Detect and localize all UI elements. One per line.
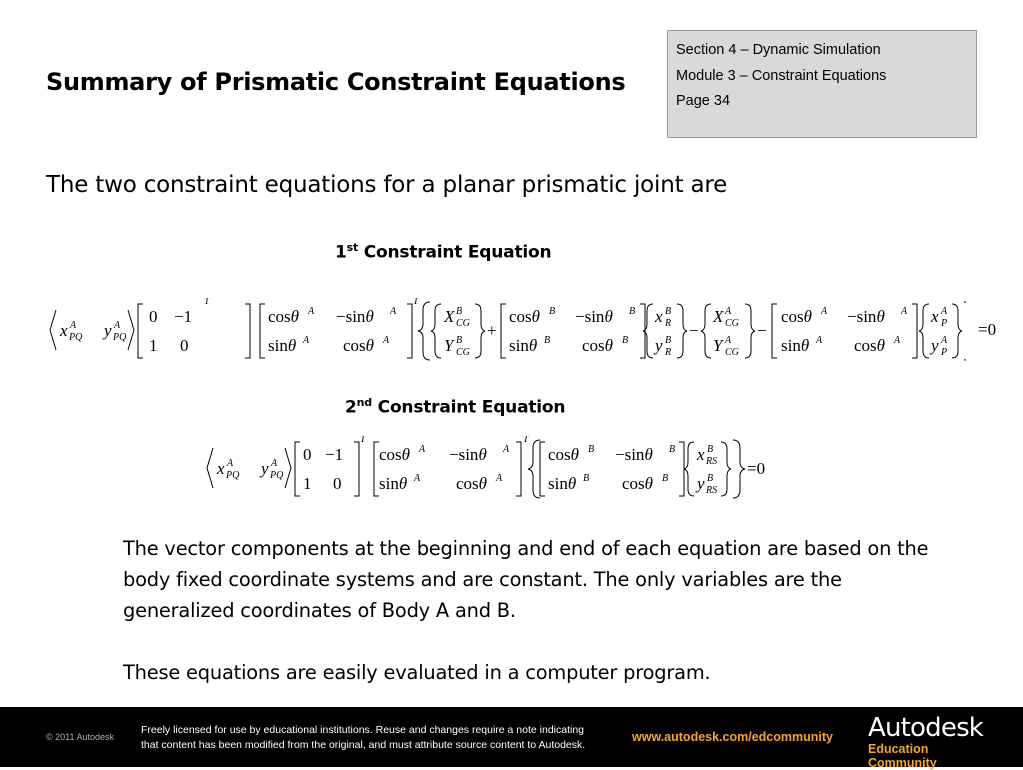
page-number: Page 34: [676, 93, 731, 109]
svg-text:sinθ: sinθ: [509, 336, 538, 355]
svg-text:−: −: [689, 321, 699, 340]
svg-text:0: 0: [333, 474, 342, 493]
svg-text:B: B: [629, 306, 636, 317]
svg-text:−1: −1: [325, 445, 344, 464]
svg-text:A: A: [503, 444, 510, 455]
svg-text:A: A: [941, 335, 948, 346]
svg-text:B: B: [544, 335, 551, 346]
svg-text:B: B: [707, 444, 714, 455]
explanation-text: [123, 533, 953, 688]
svg-text:A: A: [227, 458, 234, 469]
svg-text:A: A: [941, 306, 948, 317]
svg-text:cosθ: cosθ: [622, 474, 654, 493]
svg-text:T: T: [523, 436, 529, 445]
svg-text:Y: Y: [713, 336, 723, 355]
svg-text:R: R: [665, 318, 672, 329]
svg-text:cosθ: cosθ: [456, 474, 488, 493]
svg-text:x: x: [697, 445, 705, 464]
svg-text:A: A: [901, 306, 908, 317]
license-text: Freely licensed for use by educational institutions. Reuse and changes require a note indicating that content has been modified from the original, and must attribute source content to Autodesk.: [141, 724, 586, 751]
svg-text:cosθ: cosθ: [268, 307, 300, 326]
svg-text:−: −: [757, 321, 767, 340]
svg-text:cosθ: cosθ: [343, 336, 375, 355]
svg-text:x: x: [655, 307, 663, 326]
svg-text:A: A: [816, 335, 823, 346]
intro-text: The two constraint equations for a planar prismatic joint are: [46, 172, 728, 198]
svg-text:RS: RS: [706, 456, 718, 467]
svg-text:sinθ: sinθ: [781, 336, 810, 355]
equation-1: [46, 298, 966, 364]
svg-text:B: B: [622, 335, 629, 346]
svg-text:y: y: [931, 336, 939, 355]
svg-text:A: A: [821, 306, 828, 317]
svg-text:−sinθ: −sinθ: [615, 445, 653, 464]
svg-text:1: 1: [303, 474, 312, 493]
svg-text:cosθ: cosθ: [509, 307, 541, 326]
paragraph-constant-components: The vector components at the beginning and end of each equation are based on the body fixed coordinate systems and are constant. The only variables are the generalized coordinates of Body A and B.: [123, 537, 929, 622]
svg-text:0: 0: [303, 445, 312, 464]
equation-2-label: 2nd Constraint Equation: [345, 396, 566, 418]
svg-text:P: P: [941, 318, 948, 329]
svg-text:B: B: [456, 306, 463, 317]
svg-text:X: X: [713, 307, 724, 326]
svg-text:cosθ: cosθ: [781, 307, 813, 326]
equation-1-label: 1st Constraint Equation: [335, 241, 552, 263]
svg-text:A: A: [114, 320, 121, 331]
svg-text:A: A: [390, 306, 397, 317]
svg-text:B: B: [588, 444, 595, 455]
svg-text:y: y: [104, 321, 112, 340]
paragraph-computer-program: These equations are easily evaluated in a computer program.: [123, 661, 711, 684]
svg-text:y: y: [261, 459, 269, 478]
section-info-box: [667, 30, 977, 138]
svg-text:−sinθ: −sinθ: [847, 307, 885, 326]
footer-bar: [0, 707, 1023, 770]
svg-text:T: T: [360, 436, 366, 445]
svg-text:PQ: PQ: [226, 470, 240, 481]
svg-text:cosθ: cosθ: [854, 336, 886, 355]
svg-text:A: A: [894, 335, 901, 346]
svg-text:P: P: [941, 347, 948, 358]
svg-text:A: A: [725, 335, 732, 346]
svg-text:PQ: PQ: [113, 332, 127, 343]
svg-text:CG: CG: [725, 347, 739, 358]
svg-text:+: +: [487, 321, 497, 340]
svg-text:A: A: [271, 458, 278, 469]
svg-text:B: B: [665, 335, 672, 346]
svg-text:y: y: [697, 474, 705, 493]
svg-text:=0: =0: [747, 459, 766, 478]
svg-text:T: T: [413, 298, 419, 307]
svg-text:0: 0: [149, 307, 158, 326]
svg-text:−sinθ: −sinθ: [449, 445, 487, 464]
svg-text:PQ: PQ: [270, 470, 284, 481]
svg-text:Y: Y: [444, 336, 454, 355]
svg-text:sinθ: sinθ: [268, 336, 297, 355]
svg-text:CG: CG: [725, 318, 739, 329]
community-link[interactable]: www.autodesk.com/edcommunity: [632, 730, 833, 744]
svg-text:CG: CG: [456, 318, 470, 329]
svg-text:B: B: [669, 444, 676, 455]
svg-text:x: x: [931, 307, 939, 326]
svg-text:cosθ: cosθ: [548, 445, 580, 464]
svg-text:A: A: [308, 306, 315, 317]
svg-text:sinθ: sinθ: [379, 474, 408, 493]
equation-2: [203, 436, 783, 502]
svg-text:T: T: [204, 298, 210, 307]
svg-text:RS: RS: [706, 485, 718, 496]
svg-text:cosθ: cosθ: [379, 445, 411, 464]
section-label: Section 4 – Dynamic Simulation: [676, 42, 881, 58]
autodesk-logo: Autodesk Education Community: [868, 713, 984, 770]
svg-text:B: B: [549, 306, 556, 317]
svg-text:0: 0: [180, 336, 189, 355]
svg-text:−1: −1: [174, 307, 193, 326]
svg-text:−sinθ: −sinθ: [575, 307, 613, 326]
svg-text:A: A: [725, 306, 732, 317]
svg-text:y: y: [655, 336, 663, 355]
svg-text:B: B: [665, 306, 672, 317]
svg-text:A: A: [419, 444, 426, 455]
equation-1-result: =0: [978, 320, 997, 339]
svg-text:B: B: [707, 473, 714, 484]
svg-text:A: A: [70, 320, 77, 331]
svg-text:A: A: [383, 335, 390, 346]
svg-text:A: A: [303, 335, 310, 346]
copyright-text: © 2011 Autodesk: [46, 732, 115, 742]
svg-text:B: B: [456, 335, 463, 346]
svg-text:A: A: [414, 473, 421, 484]
svg-text:B: B: [662, 473, 669, 484]
svg-text:R: R: [665, 347, 672, 358]
svg-text:x: x: [217, 459, 225, 478]
svg-text:CG: CG: [456, 347, 470, 358]
module-label: Module 3 – Constraint Equations: [676, 67, 887, 84]
svg-text:PQ: PQ: [69, 332, 83, 343]
svg-text:cosθ: cosθ: [582, 336, 614, 355]
svg-text:X: X: [444, 307, 455, 326]
page-title: Summary of Prismatic Constraint Equations: [46, 68, 626, 96]
svg-text:A: A: [496, 473, 503, 484]
svg-text:sinθ: sinθ: [548, 474, 577, 493]
svg-text:x: x: [60, 321, 68, 340]
svg-text:1: 1: [149, 336, 158, 355]
svg-text:−sinθ: −sinθ: [336, 307, 374, 326]
svg-text:B: B: [583, 473, 590, 484]
